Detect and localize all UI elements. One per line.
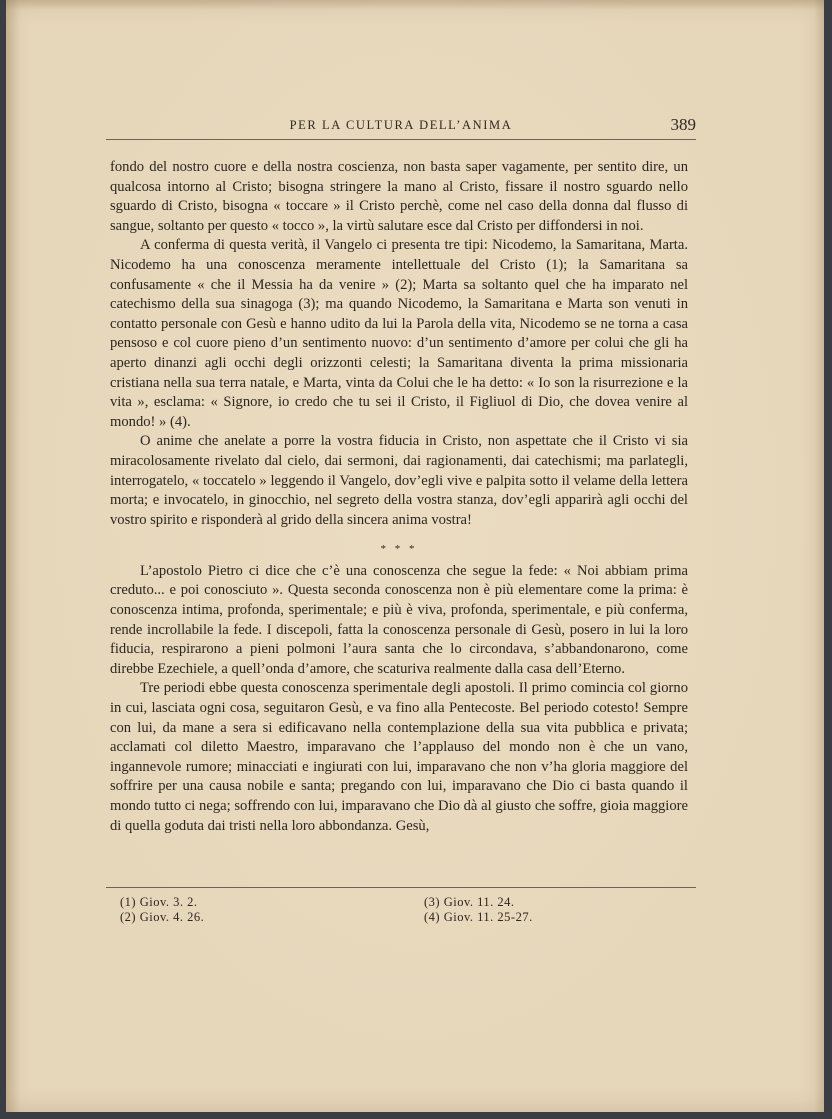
footnote: (3) Giov. 11. 24.	[424, 895, 515, 909]
running-title: PER LA CULTURA DELL’ANIMA	[289, 118, 513, 132]
paragraph: L’apostolo Pietro ci dice che c’è una conoscenza che segue la fede: « Noi abbiam prima creduto... e poi conosciuto ». Questa seconda conoscenza non è più elementare come la prima: è conoscenza intima, profonda, sperimentale; e più è viva, profonda, sperimentale, e più conferma, rende incrollabile la fede. I discepoli, fatta la conoscenza personale di Gesù, posero in lui la loro fiducia, respirarono a pieni polmoni l’aura santa che lo circondava, s’abbandonarono, come direbbe Ezechiele, a quell’onda d’amore, che scaturiva realmente dalla casa dell’Eterno.	[110, 562, 688, 677]
paragraph: A conferma di questa verità, il Vangelo ci presenta tre tipi: Nicodemo, la Samaritana, Marta. Nicodemo ha una conoscenza meramente intellettuale del Cristo (1); la Samaritana sa confusamente « che il Messia ha da venire » (2); Marta sa soltanto quel che ha imparato nel catechismo della sua sinagoga (3); ma quando Nicodemo, la Samaritana e Marta son venuti in contatto personale con Gesù e hanno udito da lui la Parola della vita, Nicodemo se ne torna a casa pensoso e col cuore pieno d’un sentimento nuovo: d’un sentimento d’amore per colui che gli ha aperto dinanzi agli occhi degli orizzonti celesti; la Samaritana diventa la prima missionaria cristiana nella sua terra natale, e Marta, vinta da Colui che le ha detto: « Io son la risurrezione e la vita », esclama: « Signore, io credo che tu sei il Cristo, il Figliuol di Dio, che dovea venire al mondo! » (4).	[110, 237, 688, 430]
paragraph: Tre periodi ebbe questa conoscenza sperimentale degli apostoli. Il primo comincia col giorno in cui, lasciata ogni cosa, seguitaron Gesù, e va fino alla Pentecoste. Bel periodo cotesto! Sempre con lui, da mane a sera si edificavano nella contemplazione della sua vita pubblica e privata; acclamati col diletto Maestro, imparavano che l’applauso del mondo non è che un vano, ingannevole rumore; minacciati e ingiurati con lui, imparavano che non v’ha gloria maggiore del soffrire per una causa nobile e santa; pregando con lui, imparavano che Dio ci basta quando il mondo tutto ci nega; soffrendo con lui, imparavano che Dio dà al giusto che soffre, gioia maggiore di quella goduta dai tristi nella loro abbondanza. Gesù,	[110, 680, 688, 834]
footnotes-left-column	[120, 895, 380, 925]
page-header	[106, 116, 696, 138]
footnote: (4) Giov. 11. 25-27.	[424, 910, 533, 924]
header-rule	[106, 139, 696, 140]
footnote: (1) Giov. 3. 2.	[120, 895, 198, 909]
footnotes-right-column	[424, 895, 684, 925]
book-page	[6, 0, 824, 1112]
body-text	[110, 158, 688, 836]
page-number: 389	[670, 115, 696, 134]
footnote: (2) Giov. 4. 26.	[120, 910, 205, 924]
paragraph: O anime che anelate a porre la vostra fiducia in Cristo, non aspettate che il Cristo vi sia miracolosamente rivelato dal cielo, dai sermoni, dai ragionamenti, dai catechismi; ma parlategli, interrogatelo, « toccatelo » leggendo il Vangelo, dov’egli vive e palpita sotto il velame della lettera morta; e invocatelo, in ginocchio, nel segreto della vostra stanza, dov’egli apparirà agli occhi del vostro spirito e risponderà al grido della sincera anima vostra!	[110, 433, 688, 528]
paragraph: fondo del nostro cuore e della nostra coscienza, non basta saper vagamente, per sentito dire, un qualcosa intorno al Cristo; bisogna stringere la mano al Cristo, fissare il nostro sguardo nello sguardo di Cristo, bisogna « toccare » il Cristo perchè, come nel caso della donna dal flusso di sangue, soltanto per questo « tocco », la virtù salutare esce dal Cristo per diffondersi in noi.	[110, 159, 688, 234]
section-separator: * * *	[380, 543, 418, 556]
footnote-rule	[106, 887, 696, 888]
